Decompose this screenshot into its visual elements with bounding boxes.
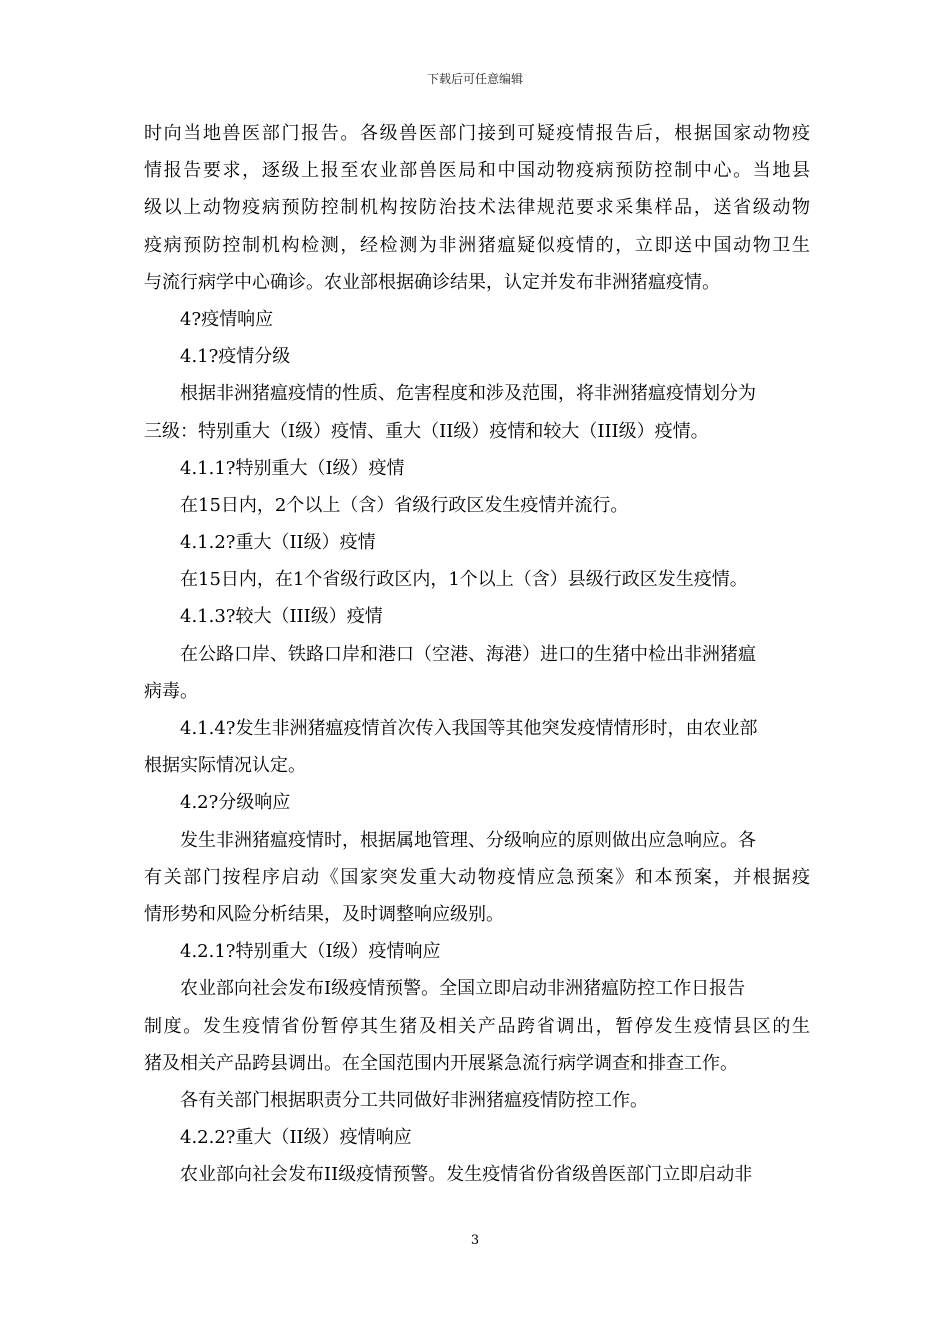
body-text-line: 在公路口岸、铁路口岸和港口（空港、海港）进口的生猪中检出非洲猪瘟 <box>180 643 756 665</box>
section-heading-line: 4.1?疫情分级 <box>180 346 291 368</box>
body-text-line: 时向当地兽医部门报告。各级兽医部门接到可疑疫情报告后，根据国家动物疫 <box>144 123 810 144</box>
page-header-note: 下载后可任意编辑 <box>426 72 523 86</box>
section-heading-line: 4.1.1?特别重大（Ⅰ级）疫情 <box>180 457 405 479</box>
section-heading-line: 4.1.4?发生非洲猪瘟疫情首次传入我国等其他突发疫情情形时，由农业部 <box>180 718 758 739</box>
section-heading-line: 4.2.1?特别重大（I级）疫情响应 <box>180 941 441 963</box>
section-heading-line: 4?疫情响应 <box>180 308 274 330</box>
body-text-line: 级以上动物疫病预防控制机构按防治技术法律规范要求采集样品，送省级动物 <box>144 197 810 219</box>
body-text-line: 在15日内，2个以上（含）省级行政区发生疫情并流行。 <box>180 494 629 516</box>
body-text-line: 三级：特别重大（Ⅰ级）疫情、重大（II级）疫情和较大（III级）疫情。 <box>144 420 709 442</box>
body-text-line: 根据非洲猪瘟疫情的性质、危害程度和涉及范围，将非洲猪瘟疫情划分为 <box>180 383 756 405</box>
body-text-line: 在15日内，在1个省级行政区内，1个以上（含）县级行政区发生疫情。 <box>180 569 748 591</box>
body-text-line: 制度。发生疫情省份暂停其生猪及相关产品跨省调出，暂停发生疫情县区的生 <box>144 1015 810 1037</box>
body-text-line: 病毒。 <box>144 680 198 702</box>
section-heading-line: 4.1.2?重大（II级）疫情 <box>180 532 376 554</box>
section-heading-line: 4.2?分级响应 <box>180 792 291 814</box>
body-text-line: 情形势和风险分析结果，及时调整响应级别。 <box>144 903 504 925</box>
body-text-line: 农业部向社会发布I级疫情预警。全国立即启动非洲猪瘟防控工作日报告 <box>180 978 746 1000</box>
body-text-line: 与流行病学中心确诊。农业部根据确诊结果，认定并发布非洲猪瘟疫情。 <box>144 271 720 293</box>
page-number: 3 <box>470 1233 480 1248</box>
section-heading-line: 4.2.2?重大（II级）疫情响应 <box>180 1127 412 1149</box>
body-text-line: 有关部门按程序启动《国家突发重大动物疫情应急预案》和本预案，并根据疫 <box>144 866 810 888</box>
body-text-line: 情报告要求，逐级上报至农业部兽医局和中国动物疫病预防控制中心。当地县 <box>144 160 810 182</box>
body-text-line: 农业部向社会发布II级疫情预警。发生疫情省份省级兽医部门立即启动非 <box>180 1164 753 1186</box>
body-text-line: 疫病预防控制机构检测，经检测为非洲猪瘟疑似疫情的，立即送中国动物卫生 <box>144 234 810 256</box>
section-heading-line: 4.1.3?较大（III级）疫情 <box>180 606 383 628</box>
document-body <box>144 115 810 1193</box>
body-text-line: 根据实际情况认定。 <box>144 755 306 777</box>
body-text-line: 各有关部门根据职责分工共同做好非洲猪瘟疫情防控工作。 <box>180 1089 648 1111</box>
body-text-line: 猪及相关产品跨县调出。在全国范围内开展紧急流行病学调查和排查工作。 <box>144 1052 738 1074</box>
body-text-line: 发生非洲猪瘟疫情时，根据属地管理、分级响应的原则做出应急响应。各 <box>180 829 756 851</box>
